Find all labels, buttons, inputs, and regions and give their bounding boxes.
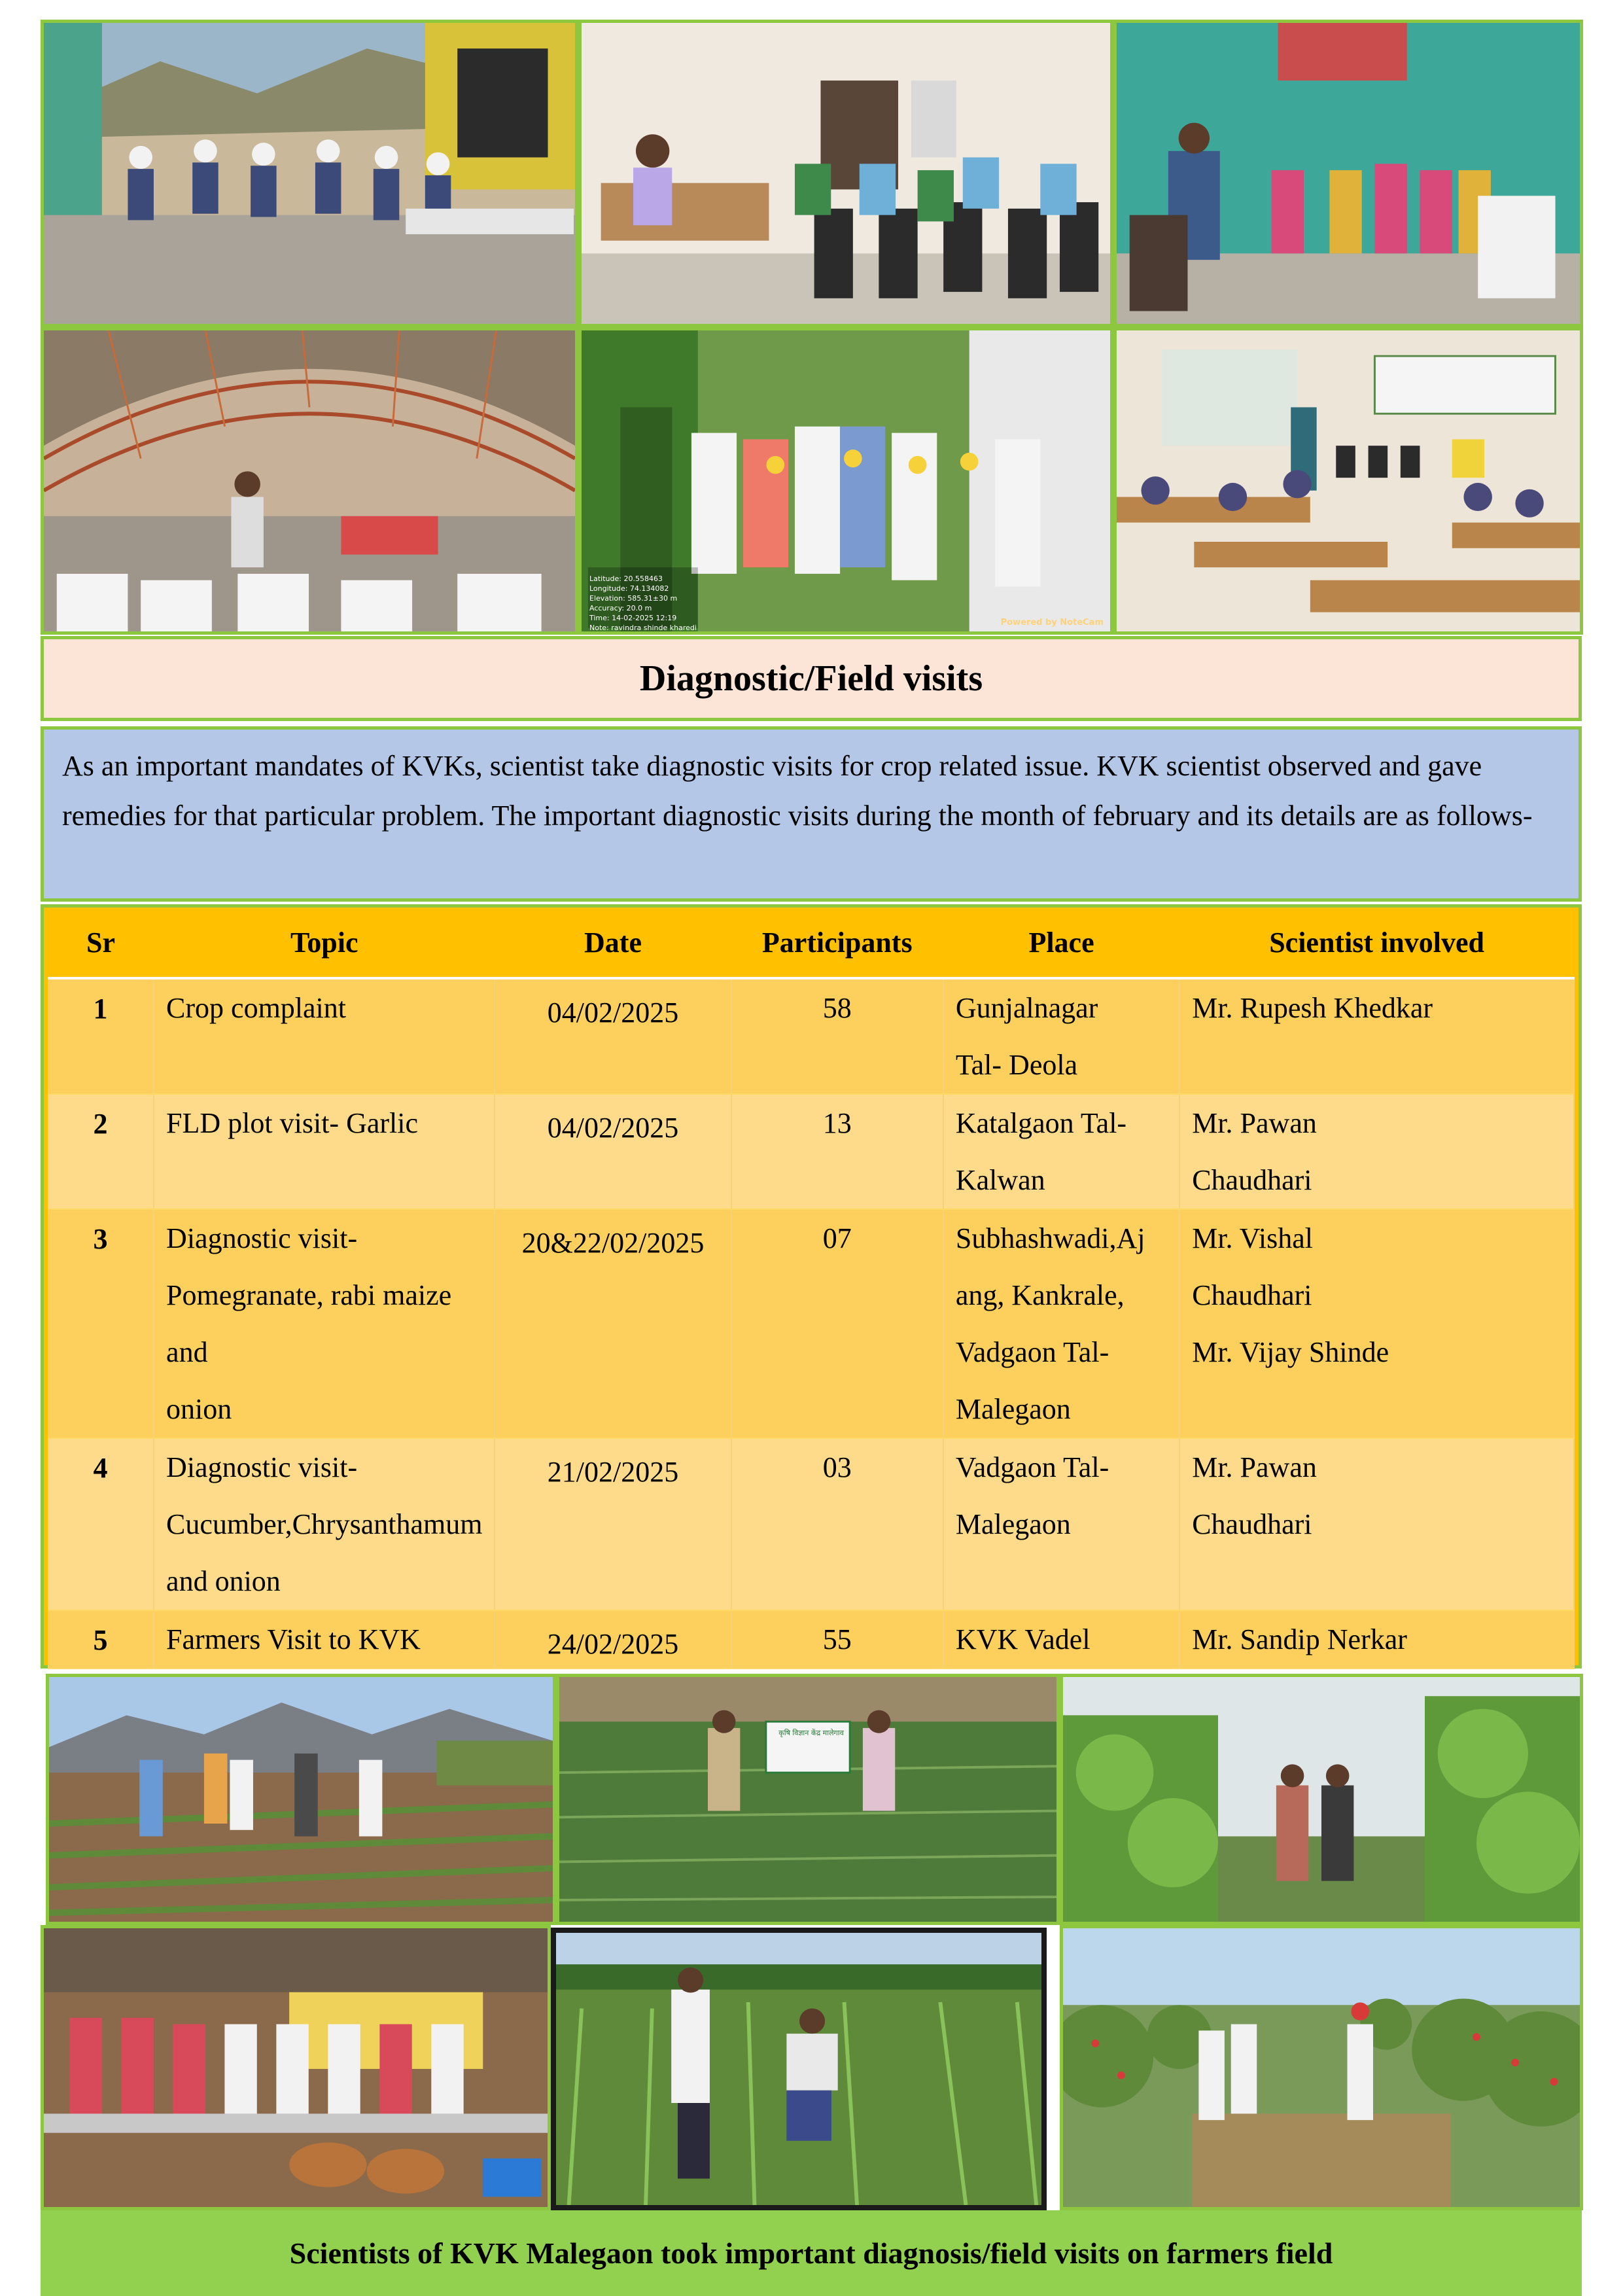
- cell-scientist: [1179, 1438, 1574, 1610]
- section-title: Diagnostic/Field visits: [639, 658, 983, 699]
- cell-topic: [154, 978, 495, 1094]
- cell-place-line: Gunjalnagar: [955, 992, 1098, 1024]
- cell-topic-line: and onion: [166, 1565, 281, 1597]
- cell-scientist: [1179, 978, 1574, 1094]
- table-row: [48, 1610, 1574, 1669]
- cell-topic-line: Diagnostic visit-: [166, 1451, 358, 1483]
- cell-topic-line: Pomegranate, rabi maize and: [166, 1279, 452, 1368]
- geo-accuracy: Accuracy: 20.0 m: [589, 604, 652, 612]
- geo-longitude: Longitude: 74.134082: [589, 584, 669, 593]
- geo-time: Time: 14-02-2025 12:19: [589, 614, 677, 622]
- cell-scientist-line: Chaudhari: [1192, 1279, 1312, 1311]
- geo-latitude: Latitude: 20.558463: [589, 574, 663, 583]
- cell-place: [943, 1610, 1179, 1669]
- cell-place: [943, 978, 1179, 1094]
- cell-scientist-line: Mr. Sandip Nerkar: [1192, 1623, 1407, 1655]
- cell-place-line: Kalwan: [955, 1164, 1045, 1196]
- photo-maize-field-diagnosis: [551, 1928, 1047, 2210]
- cell-place-line: Vadgaon Tal-: [955, 1336, 1109, 1368]
- cell-topic-line: Diagnostic visit-: [166, 1222, 358, 1254]
- cell-place-line: Katalgaon Tal-: [955, 1107, 1127, 1139]
- cell-participants: 55: [731, 1610, 943, 1669]
- cell-scientist-line: Chaudhari: [1192, 1164, 1312, 1196]
- cell-sr: 5: [48, 1610, 154, 1669]
- cell-scientist-line: Mr. Pawan: [1192, 1451, 1317, 1483]
- cell-place: [943, 1438, 1179, 1610]
- photo-classroom-presentation: [1113, 327, 1583, 635]
- photo-goat-shed-farmers: [41, 1925, 551, 2210]
- table-header-row: [48, 908, 1574, 978]
- header-date: Date: [495, 908, 731, 978]
- cell-topic-line: FLD plot visit- Garlic: [166, 1107, 419, 1139]
- cell-scientist-line: Mr. Vijay Shinde: [1192, 1336, 1389, 1368]
- cell-place: [943, 1209, 1179, 1438]
- cell-topic-line: Cucumber,Chrysanthamum: [166, 1508, 483, 1540]
- visits-table: [48, 908, 1575, 1669]
- geo-elevation: Elevation: 585.31±30 m: [589, 594, 678, 603]
- geo-tag-overlay: [589, 574, 701, 633]
- cell-date: 04/02/2025: [495, 978, 731, 1094]
- cell-participants: 03: [731, 1438, 943, 1610]
- geo-note: Note: ravindra shinde kharedi: [589, 624, 697, 632]
- cell-scientist-line: Mr. Rupesh Khedkar: [1192, 992, 1433, 1024]
- cell-scientist: [1179, 1209, 1574, 1438]
- cell-scientist-line: Mr. Vishal: [1192, 1222, 1313, 1254]
- table-row: [48, 978, 1574, 1094]
- cell-sr: 4: [48, 1438, 154, 1610]
- cell-date: 21/02/2025: [495, 1438, 731, 1610]
- cell-place-line: Tal- Deola: [955, 1049, 1078, 1081]
- cell-place-line: Subhashwadi,Aj: [955, 1222, 1145, 1254]
- cell-place-line: Vadgaon Tal-: [955, 1451, 1109, 1483]
- photo-nss-students-shed: [41, 327, 578, 635]
- cell-participants: 13: [731, 1094, 943, 1209]
- cell-place-line: ang, Kankrale,: [955, 1279, 1125, 1311]
- cell-scientist-line: Mr. Pawan: [1192, 1107, 1317, 1139]
- cell-date: 04/02/2025: [495, 1094, 731, 1209]
- photo-office-meeting: [578, 20, 1113, 327]
- cell-topic: [154, 1094, 495, 1209]
- fld-signboard-text: कृषि विज्ञान केंद्र मालेगाव: [778, 1729, 844, 1737]
- photo-garlic-fld-plot: [556, 1674, 1060, 1925]
- section-title-band: [41, 636, 1582, 721]
- cell-topic: [154, 1209, 495, 1438]
- cell-topic: [154, 1610, 495, 1669]
- photo-farmers-meeting-outdoor: [41, 20, 578, 327]
- cell-scientist: [1179, 1094, 1574, 1209]
- table-row: [48, 1094, 1574, 1209]
- cell-sr: 3: [48, 1209, 154, 1438]
- header-scientist: Scientist involved: [1179, 908, 1574, 978]
- cell-topic-line: onion: [166, 1393, 232, 1425]
- cell-sr: 1: [48, 978, 154, 1094]
- photo-village-women-meeting: [1113, 20, 1583, 327]
- cell-place: [943, 1094, 1179, 1209]
- photo-field-visit-hills: [46, 1674, 556, 1925]
- cell-place-line: Malegaon: [955, 1393, 1071, 1425]
- intro-paragraph: As an important mandates of KVKs, scientist take diagnostic visits for crop related issue. KVK scientist observed and gave remedies for that particular problem. The important diagnostic visits during the month of february and its details are as follows-: [41, 726, 1582, 902]
- cell-topic: [154, 1438, 495, 1610]
- table-row: [48, 1438, 1574, 1610]
- cell-topic-line: Crop complaint: [166, 992, 347, 1024]
- cell-participants: 58: [731, 978, 943, 1094]
- photo-caption: Scientists of KVK Malegaon took important diagnosis/field visits on farmers field: [41, 2210, 1582, 2296]
- photo-pomegranate-orchard: [1060, 1925, 1583, 2210]
- cell-date: 20&22/02/2025: [495, 1209, 731, 1438]
- cell-sr: 2: [48, 1094, 154, 1209]
- cell-topic-line: Farmers Visit to KVK: [166, 1623, 421, 1655]
- notecam-watermark: Powered by NoteCam: [1000, 618, 1104, 627]
- cell-place-line: Malegaon: [955, 1508, 1071, 1540]
- header-topic: Topic: [154, 908, 495, 978]
- photo-greenhouse-visit: [578, 327, 1113, 635]
- cell-scientist-line: Chaudhari: [1192, 1508, 1312, 1540]
- header-participants: Participants: [731, 908, 943, 978]
- cell-place-line: KVK Vadel: [955, 1623, 1091, 1655]
- photo-cucumber-polyhouse: [1060, 1674, 1583, 1925]
- cell-participants: 07: [731, 1209, 943, 1438]
- cell-scientist: [1179, 1610, 1574, 1669]
- header-place: Place: [943, 908, 1179, 978]
- table-row: [48, 1209, 1574, 1438]
- header-sr: Sr: [48, 908, 154, 978]
- diagnostic-visits-table: [41, 904, 1582, 1669]
- cell-date: 24/02/2025: [495, 1610, 731, 1669]
